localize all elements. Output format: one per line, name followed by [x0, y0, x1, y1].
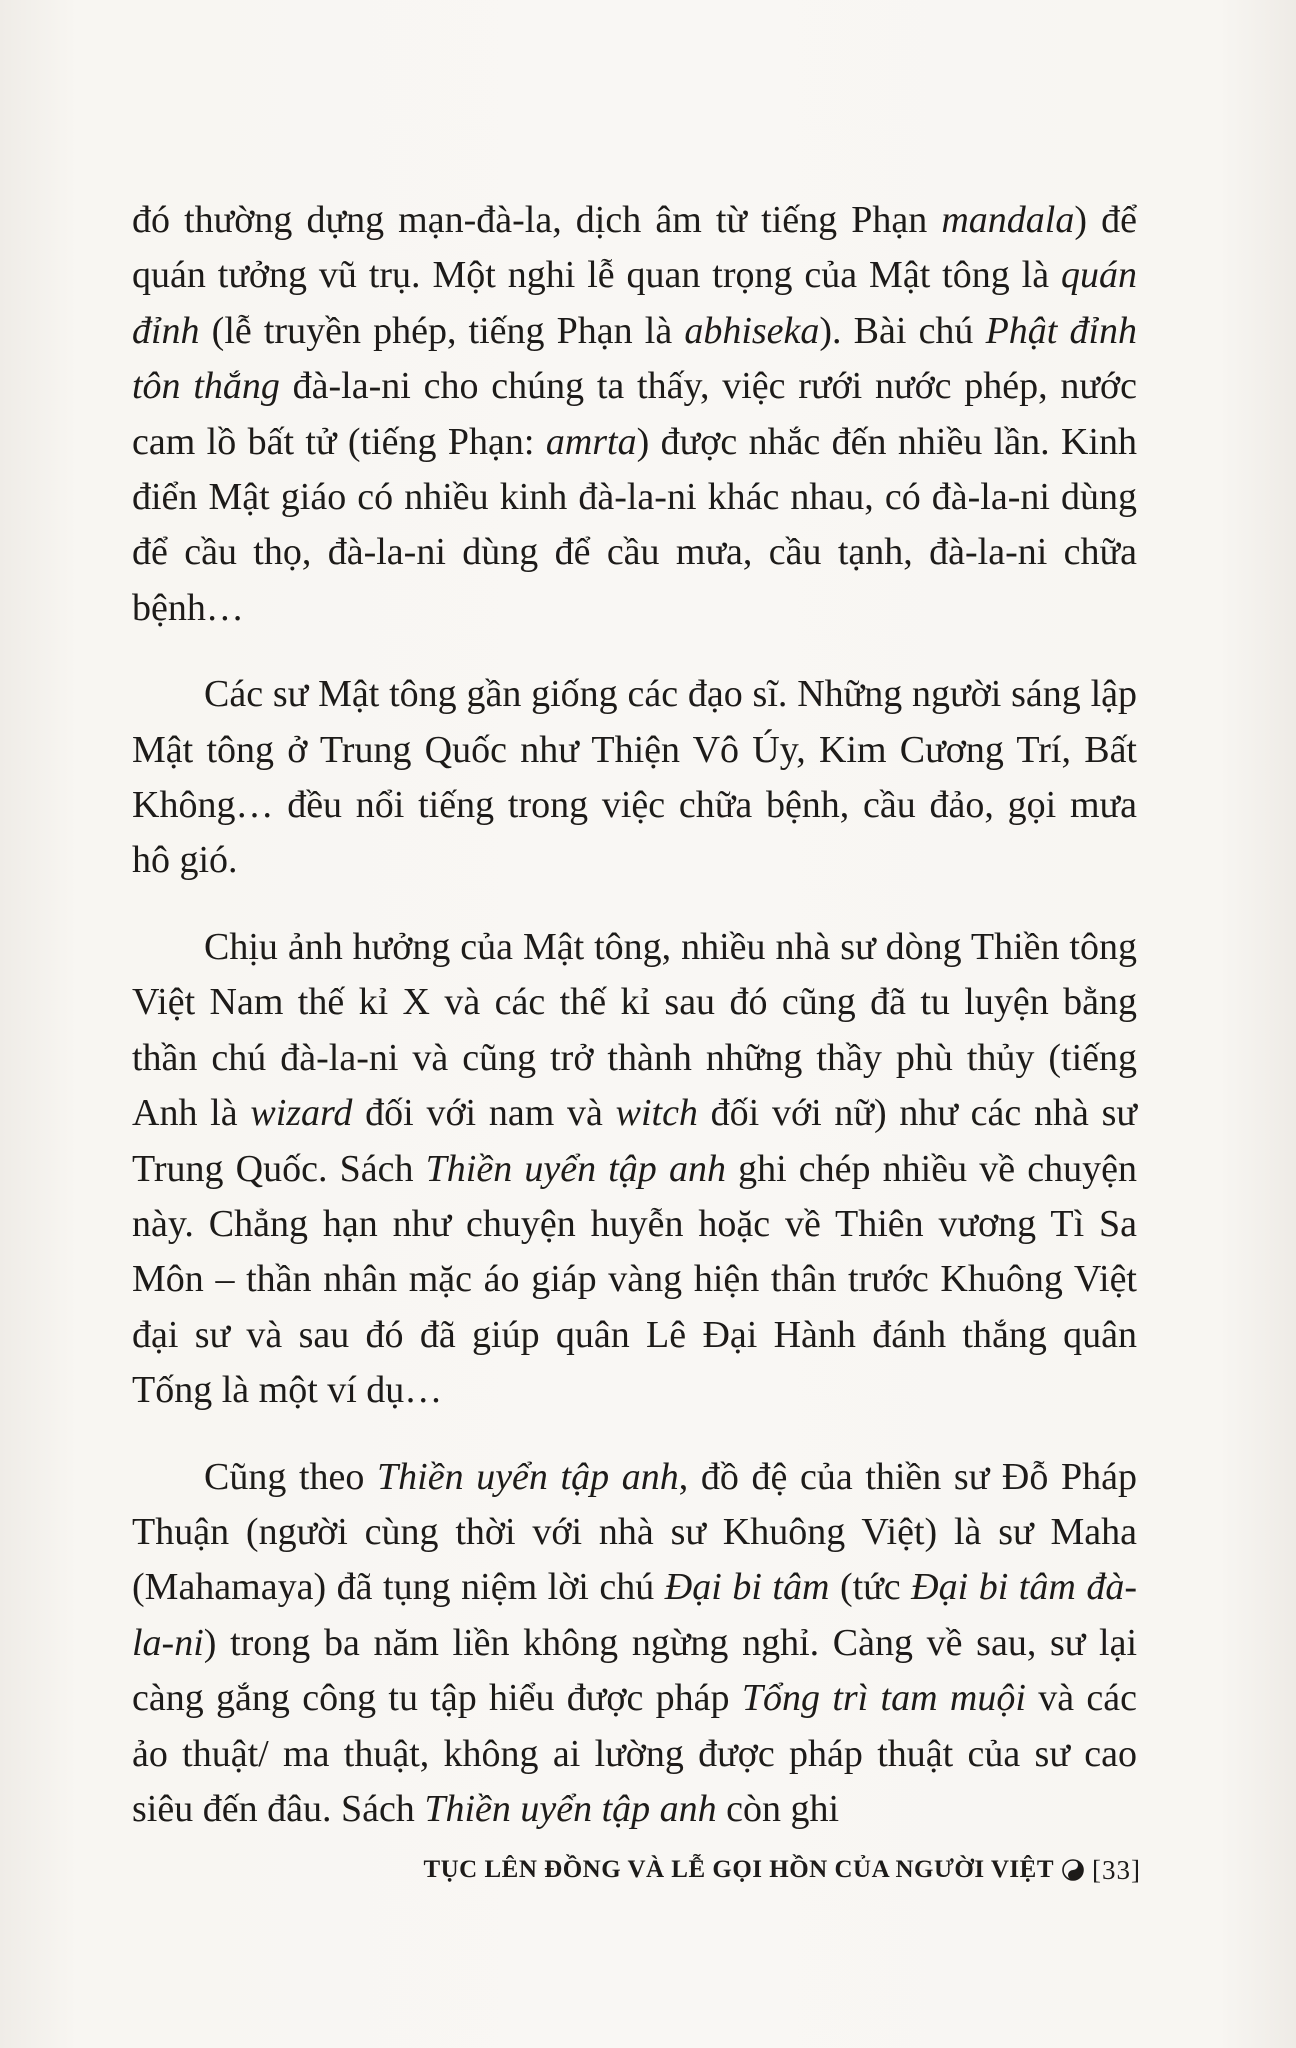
italic-term: Thiền uyển tập anh	[424, 1787, 717, 1830]
paragraph-2: Các sư Mật tông gần giống các đạo sĩ. Những người sáng lập Mật tông ở Trung Quốc như Thiện Vô Úy, Kim Cương Trí, Bất Không… đều nổi tiếng trong việc chữa bệnh, cầu đảo, gọi mưa hô gió.	[132, 673, 1137, 882]
italic-term: wizard	[250, 1092, 353, 1135]
text-run: ghi chép nhiều về chuyện này. Chẳng hạn như chuyện huyễn hoặc về Thiên vương Tì Sa Môn – thần nhân mặc áo giáp vàng hiện thân trước Khuông Việt đại sư và sau đó đã giúp quân Lê Đại Hành đánh thắng quân Tống là một ví dụ…	[132, 1147, 1137, 1412]
italic-term: Phật đỉnh tôn thắng	[132, 309, 1138, 408]
page-number: 33	[1102, 1854, 1131, 1885]
italic-term: abhiseka	[684, 309, 820, 352]
text-run: ) để quán tưởng vũ trụ. Một nghi lễ quan trọng của Mật tông là	[132, 199, 1137, 297]
page-footer	[423, 1850, 1141, 1890]
italic-term: amrta	[545, 420, 637, 463]
paragraph-1	[132, 193, 1137, 636]
text-run: ) trong ba năm liền không ngừng nghỉ. Càng về sau, sư lại càng gắng công tu tập hiểu được pháp	[132, 1621, 1137, 1720]
text-run: , đồ đệ của thiền sư Đỗ Pháp Thuận (người cùng thời với nhà sư Khuông Việt) là sư Maha (Mahamaya) đã tụng niệm lời chú	[132, 1455, 1137, 1609]
text-run: ). Bài chú	[819, 309, 986, 352]
text-run: Chịu ảnh hưởng của Mật tông, nhiều nhà sư dòng Thiền tông Việt Nam thế kỉ X và các thế kỉ sau đó cũng đã tu luyện bằng thần chú đà-la-ni và cũng trở thành những thầy phù thủy (tiếng Anh là	[132, 925, 1137, 1135]
text-run: còn ghi	[716, 1787, 840, 1830]
yin-yang-icon	[1062, 1859, 1084, 1881]
italic-term: Tổng trì tam muội	[741, 1677, 1026, 1720]
italic-term: Thiền uyển tập anh	[425, 1147, 726, 1190]
running-title: TỤC LÊN ĐỒNG VÀ LỄ GỌI HỒN CỦA NGƯỜI VIỆT	[423, 1856, 1054, 1883]
page-number-wrapper: [33]	[1092, 1854, 1141, 1885]
italic-term: Đại bi tâm	[664, 1566, 830, 1609]
italic-term: mandala	[941, 199, 1075, 241]
text-run: và các ảo thuật/ ma thuật, không ai lường được pháp thuật của sư cao siêu đến đâu. Sách	[132, 1677, 1137, 1830]
text-run: đó thường dựng mạn-đà-la, dịch âm từ tiếng Phạn	[132, 199, 942, 241]
text-run: đà-la-ni cho chúng ta thấy, việc rưới nước phép, nước cam lồ bất tử (tiếng Phạn:	[132, 365, 1137, 463]
text-run: Cũng theo	[204, 1455, 378, 1498]
text-run: (lễ truyền phép, tiếng Phạn là	[199, 309, 685, 352]
text-run: (tức	[829, 1566, 912, 1609]
body-text	[132, 193, 1137, 1868]
text-run: đối với nam và	[352, 1092, 616, 1135]
italic-term: witch	[615, 1092, 698, 1135]
italic-term: Thiền uyển tập anh	[377, 1455, 679, 1498]
paragraph-4	[132, 1450, 1137, 1838]
text-run: đối với nữ) như các nhà sư Trung Quốc. Sách	[132, 1092, 1137, 1190]
italic-term: quán đỉnh	[132, 254, 1137, 352]
italic-term: Đại bi tâm đà-la-ni	[132, 1566, 1137, 1664]
paragraph-3	[132, 920, 1137, 1419]
text-run: ) được nhắc đến nhiều lần. Kinh điển Mật giáo có nhiều kinh đà-la-ni khác nhau, có đà-la-ni dùng để cầu thọ, đà-la-ni dùng để cầu mưa, cầu tạnh, đà-la-ni chữa bệnh…	[132, 420, 1137, 629]
